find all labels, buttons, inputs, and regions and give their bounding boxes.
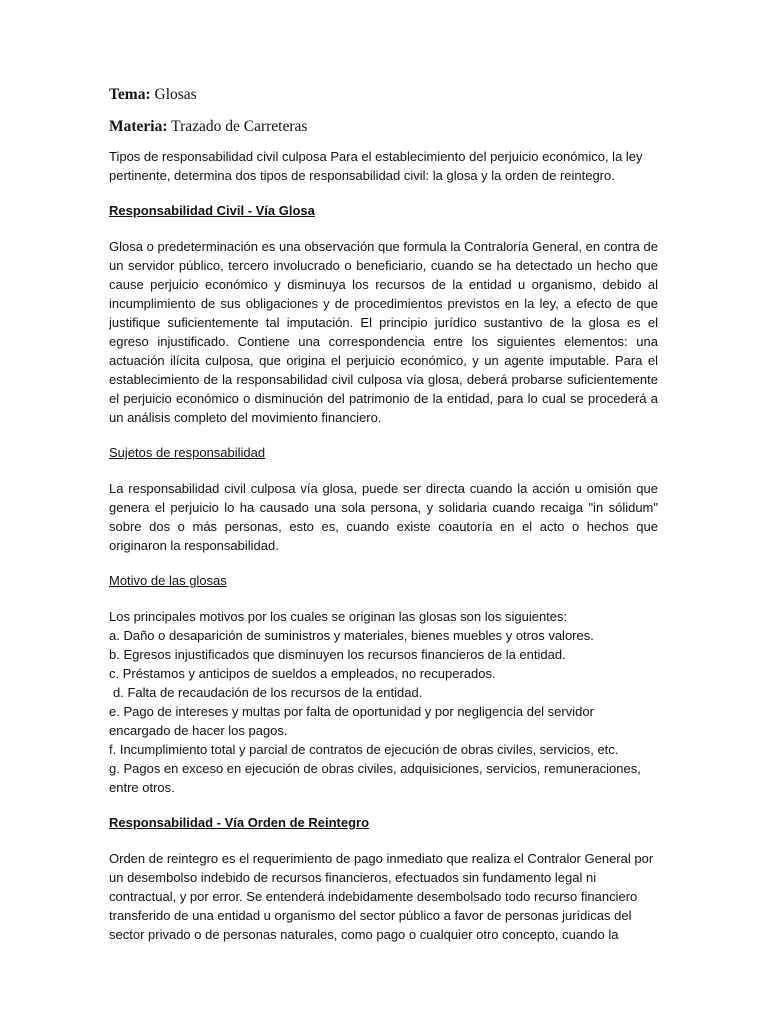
motivo-list — [109, 607, 658, 797]
list-item: g. Pagos en exceso en ejecución de obras civiles, adquisiciones, servicios, remuneraciones, entre otros. — [109, 761, 641, 795]
list-item: c. Préstamos y anticipos de sueldos a empleados, no recuperados. — [109, 666, 496, 681]
list-item: e. Pago de intereses y multas por falta de oportunidad y por negligencia del servidor encargado de hacer los pagos. — [109, 704, 594, 738]
materia-label: Materia: — [109, 118, 168, 135]
section-body-sujetos: La responsabilidad civil culposa vía glosa, puede ser directa cuando la acción u omisión que genera el perjuicio lo ha causado una sola persona, y solidaria cuando recaiga "in sólidum" sobre dos o más personas, esto es, cuando existe coautoría en el acto o hechos que originaron la responsabilidad. — [109, 481, 658, 553]
materia-value: Trazado de Carreteras — [171, 118, 308, 135]
document-page — [109, 85, 658, 960]
section-heading-via-glosa: Responsabilidad Civil - Vía Glosa — [109, 203, 315, 218]
section-heading-sujetos: Sujetos de responsabilidad — [109, 445, 266, 460]
section-heading-motivo: Motivo de las glosas — [109, 573, 227, 588]
list-item: a. Daño o desaparición de suministros y materiales, bienes muebles y otros valores. — [109, 628, 594, 643]
tema-label: Tema: — [109, 86, 151, 103]
list-item: b. Egresos injustificados que disminuyen los recursos financieros de la entidad. — [109, 647, 566, 662]
intro-paragraph: Tipos de responsabilidad civil culposa Para el establecimiento del perjuicio económico, la ley pertinente, determina dos tipos de responsabilidad civil: la glosa y la orden de reintegro. — [109, 149, 643, 183]
motivo-intro: Los principales motivos por los cuales se originan las glosas son los siguientes: — [109, 609, 568, 624]
section-body-via-glosa: Glosa o predeterminación es una observación que formula la Contraloría General, en contra de un servidor público, tercero involucrado o beneficiario, cuando se ha detectado un hecho que cause perjuicio económico y disminuya los recursos de la entidad u organismo, debido al incumplimiento de sus obligaciones y de procedimientos previstos en la ley, a efecto de que justifique suficientemente tal imputación. El principio jurídico sustantivo de la glosa es el egreso injustificado. Contiene una correspondencia entre los siguientes elementos: una actuación ilícita culposa, que origina el perjuicio económico, y un agente imputable. Para el establecimiento de la responsabilidad civil culposa vía glosa, deberá probarse suficientemente el perjuicio económico o disminución del patrimonio de la entidad, para lo cual se procederá a un análisis completo del movimiento financiero. — [109, 239, 658, 425]
materia-line — [109, 117, 658, 137]
section-heading-orden-reintegro: Responsabilidad - Vía Orden de Reintegro — [109, 815, 370, 830]
list-item: f. Incumplimiento total y parcial de contratos de ejecución de obras civiles, servicios, etc. — [109, 742, 619, 757]
tema-line — [109, 85, 658, 105]
section-body-orden-reintegro: Orden de reintegro es el requerimiento de pago inmediato que realiza el Contralor General por un desembolso indebido de recursos financieros, efectuados sin fundamento legal ni contractual, y por error. Se entenderá indebidamente desembolsado todo recurso financiero transferido de una entidad u organismo del sector público a favor de personas jurídicas del sector privado o de personas naturales, como pago o cualquier otro concepto, cuando la — [109, 851, 654, 942]
tema-value: Glosas — [154, 86, 197, 103]
list-item: d. Falta de recaudación de los recursos de la entidad. — [113, 685, 423, 700]
